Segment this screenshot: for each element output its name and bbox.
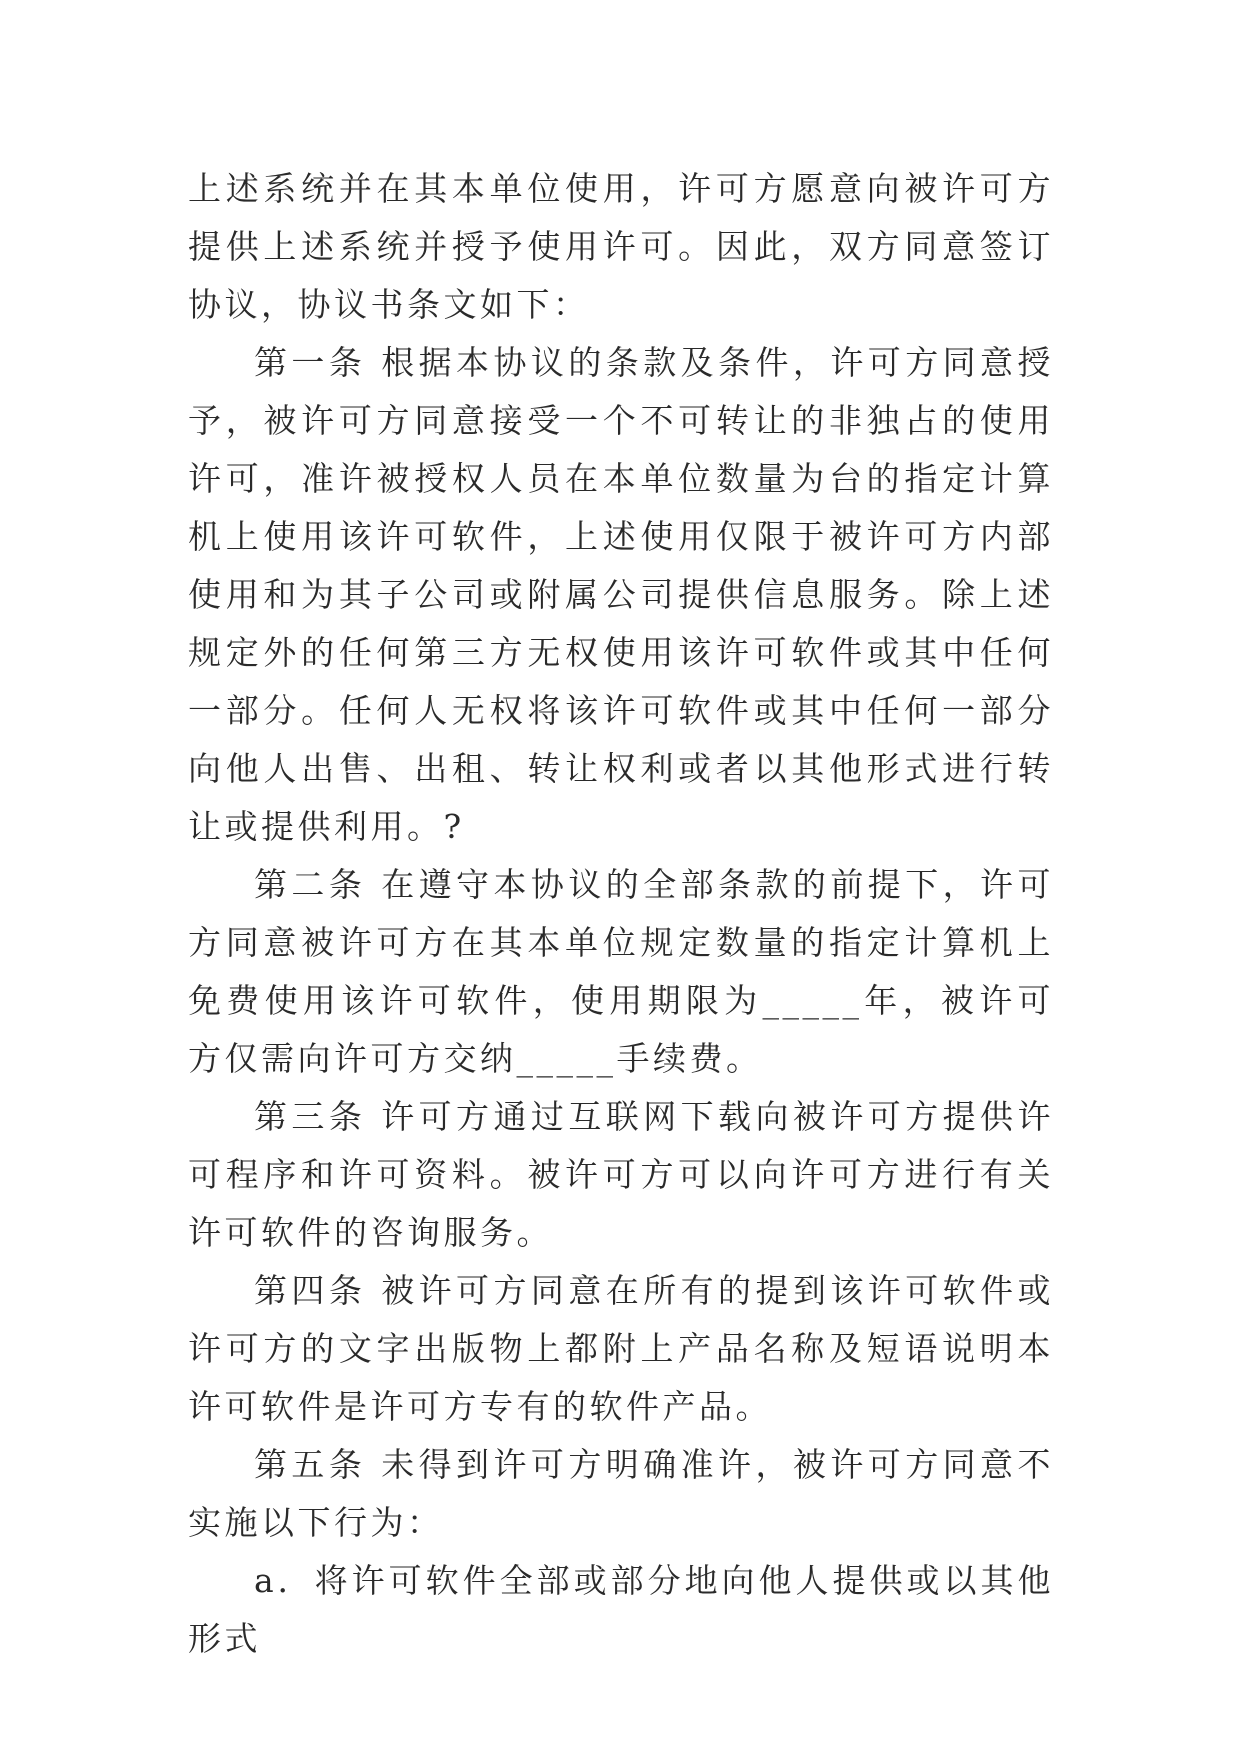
paragraph-article-5: 第五条 未得到许可方明确准许，被许可方同意不实施以下行为：	[188, 1445, 1054, 1542]
paragraph-article-1: 第一条 根据本协议的条款及条件，许可方同意授予，被许可方同意接受一个不可转让的非独占的使用许可，准许被授权人员在本单位数量为台的指定计算机上使用该许可软件，上述使用仅限于被许可方内部使用和为其子公司或附属公司提供信息服务。除上述规定外的任何第三方无权使用该许可软件或其中任何一部分。任何人无权将该许可软件或其中任何一部分向他人出售、出租、转让权利或者以其他形式进行转让或提供利用。?	[188, 343, 1054, 846]
paragraph-article-2: 第二条 在遵守本协议的全部条款的前提下，许可方同意被许可方在其本单位规定数量的指定计算机上免费使用该许可软件，使用期限为_____年，被许可方仅需向许可方交纳_____手续费。	[188, 865, 1054, 1078]
document-body	[188, 160, 1054, 1668]
paragraph-article-3: 第三条 许可方通过互联网下载向被许可方提供许可程序和许可资料。被许可方可以向许可方进行有关许可软件的咨询服务。	[188, 1097, 1054, 1252]
paragraph-item-a: a．将许可软件全部或部分地向他人提供或以其他形式	[188, 1561, 1054, 1658]
paragraph-article-4: 第四条 被许可方同意在所有的提到该许可软件或许可方的文字出版物上都附上产品名称及短语说明本许可软件是许可方专有的软件产品。	[188, 1271, 1054, 1426]
paragraph-intro: 上述系统并在其本单位使用，许可方愿意向被许可方提供上述系统并授予使用许可。因此，双方同意签订协议，协议书条文如下：	[188, 169, 1054, 324]
